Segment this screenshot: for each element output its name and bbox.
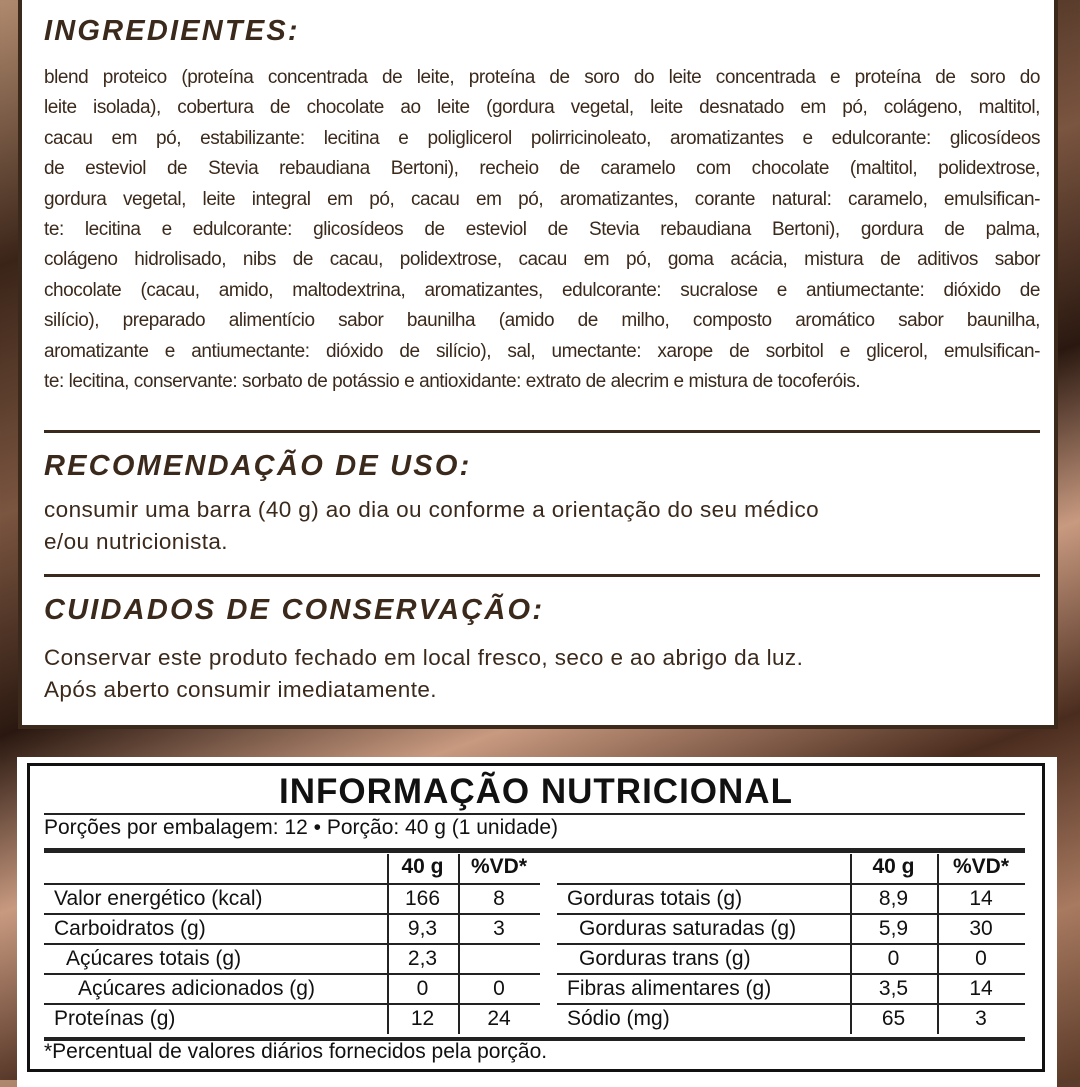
nutrient-vd: 14 xyxy=(969,887,993,910)
nutrient-vd: 3 xyxy=(975,1007,987,1030)
nutrient-vd xyxy=(458,944,540,974)
nutrient-label: Sódio (mg) xyxy=(567,1007,670,1030)
nutrient-amount: 8,9 xyxy=(878,887,909,910)
usage-heading: RECOMENDAÇÃO DE USO: xyxy=(44,450,472,482)
nutrient-label: Açúcares adicionados (g) xyxy=(78,977,315,1000)
storage-text xyxy=(44,642,1044,706)
ingredients-line: de esteviol de Stevia rebaudiana Bertoni), recheio de caramelo com chocolate (maltitol, polidextrose, xyxy=(44,158,1040,180)
nutrient-label: Gorduras totais (g) xyxy=(567,887,743,910)
nutrient-amount: 65 xyxy=(881,1007,906,1030)
nutrient-label: Gorduras trans (g) xyxy=(579,947,751,970)
header-amount: 40 g xyxy=(872,855,915,878)
nutrient-label: Valor energético (kcal) xyxy=(54,887,263,910)
nutrient-amount: 2,3 xyxy=(407,947,438,970)
nutrition-facts-panel xyxy=(17,757,1057,1087)
header-vd: %VD* xyxy=(470,855,528,878)
nutrient-vd: 24 xyxy=(487,1007,511,1030)
divider xyxy=(44,574,1040,577)
ingredients-line: colágeno hidrolisado, nibs de cacau, polidextrose, cacau em pó, goma acácia, mistura de aditivos sabor xyxy=(44,249,1040,271)
ingredients-heading: INGREDIENTES: xyxy=(44,15,300,47)
nutrient-amount: 0 xyxy=(416,977,429,1000)
nutrient-vd: 8 xyxy=(493,887,505,910)
divider xyxy=(44,430,1040,433)
ingredients-line: te: lecitina, conservante: sorbato de potássio e antioxidante: extrato de alecrim e mistura de tocoferóis. xyxy=(44,370,861,392)
ingredients-line: te: lecitina e edulcorante: glicosídeos de esteviol de Stevia rebaudiana Bertoni), gordura de palma, xyxy=(44,218,1040,240)
divider xyxy=(44,813,1025,815)
usage-line: consumir uma barra (40 g) ao dia ou conforme a orientação do seu médico xyxy=(44,497,820,522)
nutrient-amount: 5,9 xyxy=(878,917,909,940)
nutrient-amount: 9,3 xyxy=(407,917,438,940)
header-amount: 40 g xyxy=(401,855,444,878)
ingredients-line: blend proteico (proteína concentrada de leite, proteína de soro do leite concentrada e proteína de soro do xyxy=(44,67,1040,88)
info-panel xyxy=(18,0,1058,729)
footnote: *Percentual de valores diários fornecidos pela porção. xyxy=(44,1040,548,1063)
storage-heading: CUIDADOS DE CONSERVAÇÃO: xyxy=(44,594,545,626)
nutrient-label: Fibras alimentares (g) xyxy=(567,977,772,1000)
header-vd: %VD* xyxy=(952,855,1010,878)
usage-line: e/ou nutricionista. xyxy=(44,529,228,554)
portions-info: Porções por embalagem: 12 • Porção: 40 g (1 unidade) xyxy=(44,816,558,839)
nutrient-amount: 12 xyxy=(410,1007,435,1030)
nutrition-table xyxy=(27,763,1045,1072)
nutrient-vd: 30 xyxy=(969,917,993,940)
storage-line: Após aberto consumir imediatamente. xyxy=(44,677,437,702)
usage-text xyxy=(44,494,1044,558)
nutrient-label: Açúcares totais (g) xyxy=(66,947,242,970)
nutrient-vd: 0 xyxy=(975,947,987,970)
ingredients-line: cacau em pó, estabilizante: lecitina e poliglicerol polirricinoleato, aromatizantes e edulcorante: glicosídeos xyxy=(44,127,1040,149)
ingredients-line: gordura vegetal, leite integral em pó, cacau em pó, aromatizantes, corante natural: caramelo, emulsifican- xyxy=(44,188,1040,210)
ingredients-line: chocolate (cacau, amido, maltodextrina, aromatizantes, edulcorante: sucralose e antiumectante: dióxido de xyxy=(44,279,1040,301)
nutrient-amount: 0 xyxy=(887,947,900,970)
ingredients-line: leite isolada), cobertura de chocolate ao leite (gordura vegetal, leite desnatado em pó, colágeno, maltitol, xyxy=(44,97,1040,119)
nutrient-amount: 3,5 xyxy=(878,977,909,1000)
nutrient-label: Carboidratos (g) xyxy=(54,917,206,940)
ingredients-line: aromatizante e antiumectante: dióxido de silício), sal, umectante: xarope de sorbitol e glicerol, emulsifican- xyxy=(44,340,1040,362)
storage-line: Conservar este produto fechado em local fresco, seco e ao abrigo da luz. xyxy=(44,645,804,670)
nutrient-vd: 14 xyxy=(969,977,993,1000)
ingredients-line: silício), preparado alimentício sabor baunilha (amido de milho, composto aromático sabor baunilha, xyxy=(44,310,1040,332)
nutrient-vd: 3 xyxy=(493,917,505,940)
nutrient-label: Gorduras saturadas (g) xyxy=(579,917,797,940)
ingredients-text xyxy=(44,63,1040,397)
nutrient-vd: 0 xyxy=(493,977,505,1000)
nutrient-amount: 166 xyxy=(404,887,441,910)
nutrient-label: Proteínas (g) xyxy=(54,1007,176,1030)
nutrition-title: INFORMAÇÃO NUTRICIONAL xyxy=(279,772,793,811)
